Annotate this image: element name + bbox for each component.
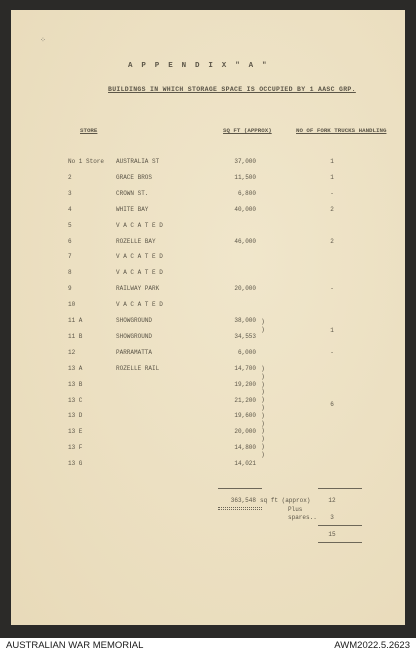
brace-showground: ) ) xyxy=(261,318,266,334)
document-title: BUILDINGS IN WHICH STORAGE SPACE IS OCCUPIED BY 1 AASC GRP. xyxy=(108,86,356,93)
store-number: 13 B xyxy=(68,380,83,388)
store-number: 4 xyxy=(68,205,72,213)
store-name: V A C A T E D xyxy=(116,301,163,309)
paper-blemish: ⁘ xyxy=(40,37,46,44)
column-header-store: STORE xyxy=(80,127,98,134)
store-sqft: 6,000 xyxy=(237,348,256,356)
store-fork-trucks: 2 xyxy=(330,237,334,245)
forks-subtotal: 12 xyxy=(328,497,336,504)
store-name: RAILWAY PARK xyxy=(116,285,160,293)
column-header-fork-trucks: NO OF FORK TRUCKS HANDLING xyxy=(296,127,387,134)
appendix-heading: A P P E N D I X " A " xyxy=(128,62,269,70)
store-number: 13 D xyxy=(68,412,83,420)
plus-label: Plus xyxy=(288,506,303,513)
store-number: 7 xyxy=(68,253,72,261)
store-name: CROWN ST. xyxy=(116,189,149,197)
sqft-total-rule xyxy=(218,488,262,489)
store-name: V A C A T E D xyxy=(116,221,163,229)
store-sqft: 21,200 xyxy=(234,396,256,404)
store-sqft: 38,000 xyxy=(234,317,256,324)
store-name: V A C A T E D xyxy=(116,269,163,277)
store-sqft: 11,500 xyxy=(234,173,256,181)
store-name: PARRAMATTA xyxy=(116,348,153,356)
store-number: 13 C xyxy=(68,396,83,404)
store-number: 9 xyxy=(68,285,72,293)
store-number: 11 A xyxy=(68,317,83,324)
store-name: GRACE BROS xyxy=(116,173,153,181)
footer-accession-number: AWM2022.5.2623 xyxy=(334,640,410,651)
store-sqft: 34,553 xyxy=(234,332,256,340)
spares-count: 3 xyxy=(330,514,334,521)
store-fork-trucks: 1 xyxy=(330,158,334,165)
showground-fork-count: 1 xyxy=(330,327,334,334)
store-sqft: 14,700 xyxy=(234,364,256,372)
store-number: No 1 Store xyxy=(68,158,105,165)
store-name: SHOWGROUND xyxy=(116,317,153,324)
store-sqft: 19,200 xyxy=(234,380,256,388)
store-fork-trucks: 1 xyxy=(330,173,334,181)
store-sqft: 20,000 xyxy=(234,285,256,293)
sqft-total-underline xyxy=(218,507,262,508)
store-sqft: 46,000 xyxy=(234,237,256,245)
store-sqft: 37,000 xyxy=(234,158,256,165)
store-number: 12 xyxy=(68,348,76,356)
store-sqft: 14,800 xyxy=(234,444,256,452)
store-number: 8 xyxy=(68,269,72,277)
forks-total-rule xyxy=(318,488,362,489)
store-number: 10 xyxy=(68,301,76,309)
spares-label: spares.. xyxy=(288,514,317,521)
store-sqft: 20,000 xyxy=(234,428,256,436)
store-number: 13 G xyxy=(68,460,83,468)
store-fork-trucks: - xyxy=(330,348,334,356)
store-fork-trucks: - xyxy=(330,285,334,293)
sqft-total-double-underline xyxy=(218,509,262,510)
store-sqft: 14,021 xyxy=(234,460,256,468)
sqft-total: 363,548 xyxy=(230,497,256,504)
store-name: V A C A T E D xyxy=(116,253,163,261)
store-fork-trucks: 2 xyxy=(330,205,334,213)
store-number: 6 xyxy=(68,237,72,245)
store-number: 2 xyxy=(68,173,72,181)
store-name: AUSTRALIA ST xyxy=(116,158,160,165)
store-number: 13 E xyxy=(68,428,83,436)
sqft-total-note: sq ft (approx) xyxy=(260,497,311,504)
rozelle-rail-fork-count: 6 xyxy=(330,401,334,408)
store-sqft: 19,600 xyxy=(234,412,256,420)
store-number: 11 B xyxy=(68,332,83,340)
grand-total-underline xyxy=(318,542,362,543)
footer-institution: AUSTRALIAN WAR MEMORIAL xyxy=(6,640,144,651)
store-number: 3 xyxy=(68,189,72,197)
store-name: SHOWGROUND xyxy=(116,332,153,340)
brace-rozelle-rail: ) ) ) ) ) ) ) ) ) ) ) ) xyxy=(261,365,266,459)
store-number: 13 A xyxy=(68,364,83,372)
store-fork-trucks: - xyxy=(330,189,334,197)
store-number: 13 F xyxy=(68,444,83,452)
store-number: 5 xyxy=(68,221,72,229)
column-header-sqft: SQ FT (APPROX) xyxy=(223,127,272,134)
grand-total-rule xyxy=(318,525,362,526)
store-sqft: 6,800 xyxy=(237,189,256,197)
store-name: ROZELLE BAY xyxy=(116,237,156,245)
store-name: ROZELLE RAIL xyxy=(116,364,160,372)
grand-total: 15 xyxy=(328,531,336,538)
store-name: WHITE BAY xyxy=(116,205,149,213)
store-sqft: 40,000 xyxy=(234,205,256,213)
